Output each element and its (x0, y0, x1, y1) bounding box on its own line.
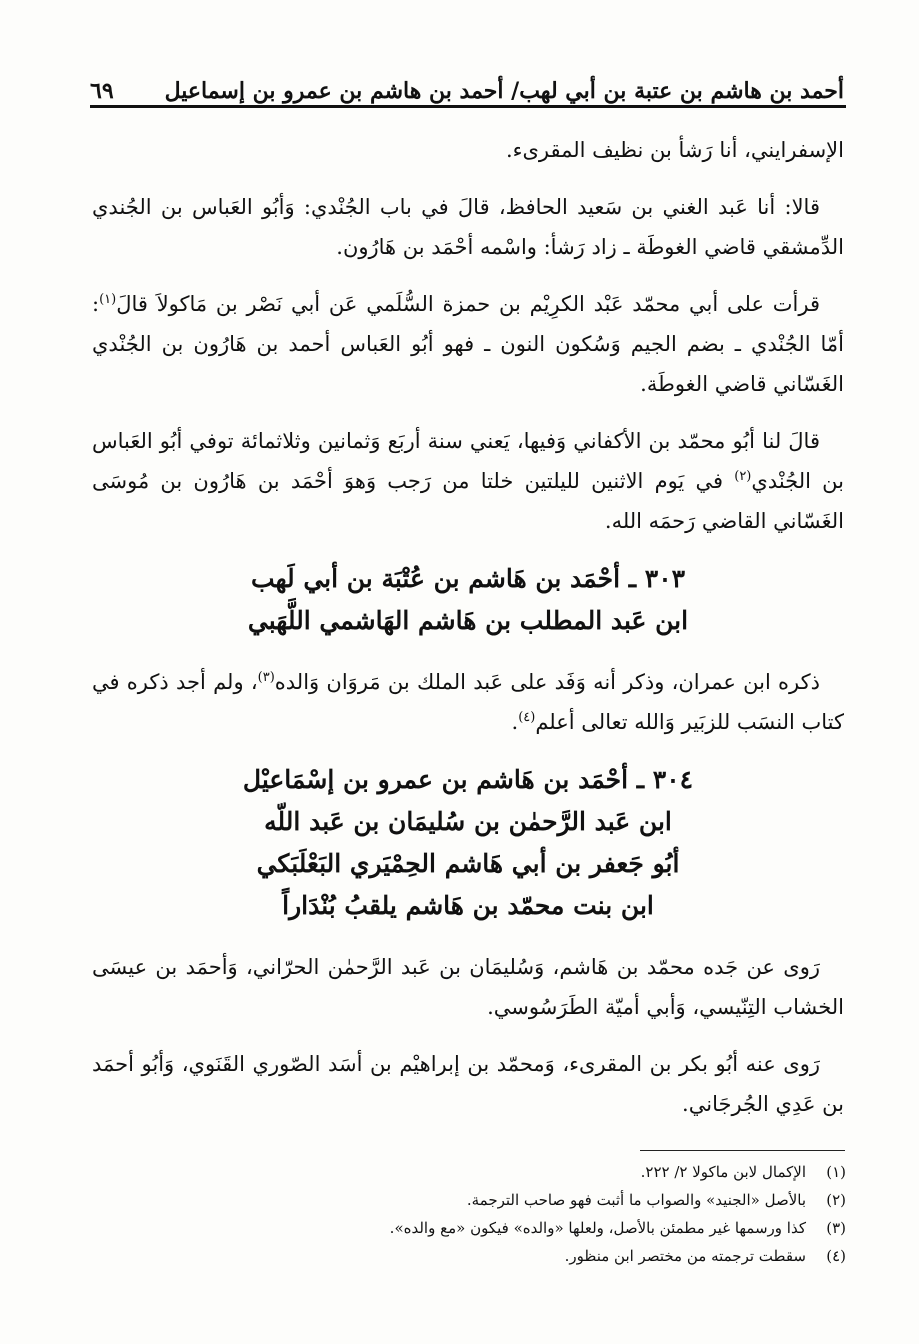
paragraph-continuation: الإسفرايني، أنا رَشأ بن نظيف المقرىء. (505, 138, 844, 162)
footnote-number: (٤) (826, 1247, 846, 1265)
paragraph-text: : أمّا الجُنْدي ـ بضم الجيم وَسُكون النون ـ فهو أبُو العَباس أحمد بن هَارُون بن الجُنْدي الغَسّاني قاضي الغوطَة. (92, 292, 844, 396)
footnote-text: سقطت ترجمته من مختصر ابن منظور. (564, 1247, 806, 1265)
entry-303-heading (92, 558, 844, 642)
entry-304-narrated-by: رَوى عنه أبُو بكر بن المقرىء، وَمحمّد بن إبراهيْم بن أسَد الصّوري القَنَوي، وَأبُو أحمَد بن عَدِي الجُرجَاني. (92, 1052, 844, 1116)
footnote-2 (150, 1186, 846, 1214)
paragraph-text: قالَ لنا أبُو محمّد بن الأكفاني وَفيها، يَعني سنة أربَع وَثمانين وثلاثمائة توفي أبُو العَباس بن الجُنْدي (92, 429, 844, 493)
entry-304-narrated-from: رَوى عن جَده محمّد بن هَاشم، وَسُليمَان بن عَبد الرَّحمٰن الحرّاني، وَأحمَد بن عيسَى الخشاب التِنّيسي، وَأبي أميّة الطَرَسُوسي. (92, 955, 844, 1019)
footnote-text: بالأصل «الجنيد» والصواب ما أثبت فهو صاحب الترجمة. (466, 1191, 806, 1209)
footnote-ref-3[interactable]: (٣) (257, 670, 275, 685)
footnote-text: كذا ورسمها غير مطمئن بالأصل، ولعلها «والده» فيكون «مع والده». (389, 1219, 806, 1237)
paragraph-text: ، ولم أجد ذكره في كتاب النسَب للزبَير وَالله تعالى أعلم (92, 670, 844, 734)
footnote-ref-1[interactable]: (١) (99, 292, 117, 307)
footnote-1 (150, 1158, 846, 1186)
footnote-4 (150, 1242, 846, 1270)
paragraph-qaratu (92, 284, 844, 404)
page-number: ٦٩ (90, 78, 114, 104)
paragraph-text: في يَوم الاثنين لليلتين خلتا من رَجب وَهوَ أحْمَد بن هَارُون بن مُوسَى الغَسّاني القاضي رَحمَه الله. (92, 469, 844, 533)
footnote-number: (٣) (826, 1219, 846, 1237)
paragraph-akfani (92, 421, 844, 541)
paragraph-text: قرأت على أبي محمّد عَبْد الكرِيْم بن حمزة السُّلَمي عَن أبي نَصْر بن مَاكولاَ قالَ (116, 292, 820, 316)
footnote-ref-2[interactable]: (٢) (734, 469, 752, 484)
entry-304-line-3: أبُو جَعفر بن أبي هَاشم الحِمْيَري البَعْلَبَكي (256, 849, 680, 878)
footnote-ref-4[interactable]: (٤) (518, 710, 536, 725)
paragraph-qala: قالا: أنا عَبد الغني بن سَعيد الحافظ، قالَ في باب الجُنْدي: وَأبُو العَباس بن الجُندي الدِّمشقي قاضي الغوطَة ـ زاد رَشأ: واسْمه أحْمَد بن هَارُون. (92, 195, 844, 259)
page-header (90, 58, 844, 104)
header-rule (90, 105, 846, 108)
main-text (92, 130, 844, 1141)
footnote-text: الإكمال لابن ماكولا ٢/ ٢٢٢. (640, 1163, 806, 1181)
entry-304-line-2: ابن عَبد الرَّحمٰن بن سُليمَان بن عَبد اللّه (264, 807, 672, 836)
entry-304-line-4: ابن بنت محمّد بن هَاشم يلقبُ بُنْدَاراً (282, 891, 654, 920)
footnotes (150, 1158, 846, 1270)
entry-303-line-2: ابن عَبد المطلب بن هَاشم الهَاشمي اللَّهَبي (247, 606, 689, 635)
running-title: أحمد بن هاشم بن عتبة بن أبي لهب/ أحمد بن هاشم بن عمرو بن إسماعيل (164, 78, 844, 104)
entry-303-line-1: ٣٠٣ ـ أحْمَد بن هَاشم بن عُتْبَة بن أبي لَهب (250, 564, 686, 593)
footnote-3 (150, 1214, 846, 1242)
paragraph-text: . (511, 710, 519, 734)
entry-304-heading (92, 759, 844, 927)
footnote-number: (١) (826, 1163, 846, 1181)
entry-303-text (92, 662, 844, 742)
paragraph-text: ذكره ابن عمران، وذكر أنه وَفَد على عَبد الملك بن مَروَان وَالده (274, 670, 820, 694)
entry-304-line-1: ٣٠٤ ـ أحْمَد بن هَاشم بن عمرو بن إسْمَاعيْل (242, 765, 694, 794)
footnote-number: (٢) (826, 1191, 846, 1209)
footnote-rule (640, 1150, 845, 1151)
